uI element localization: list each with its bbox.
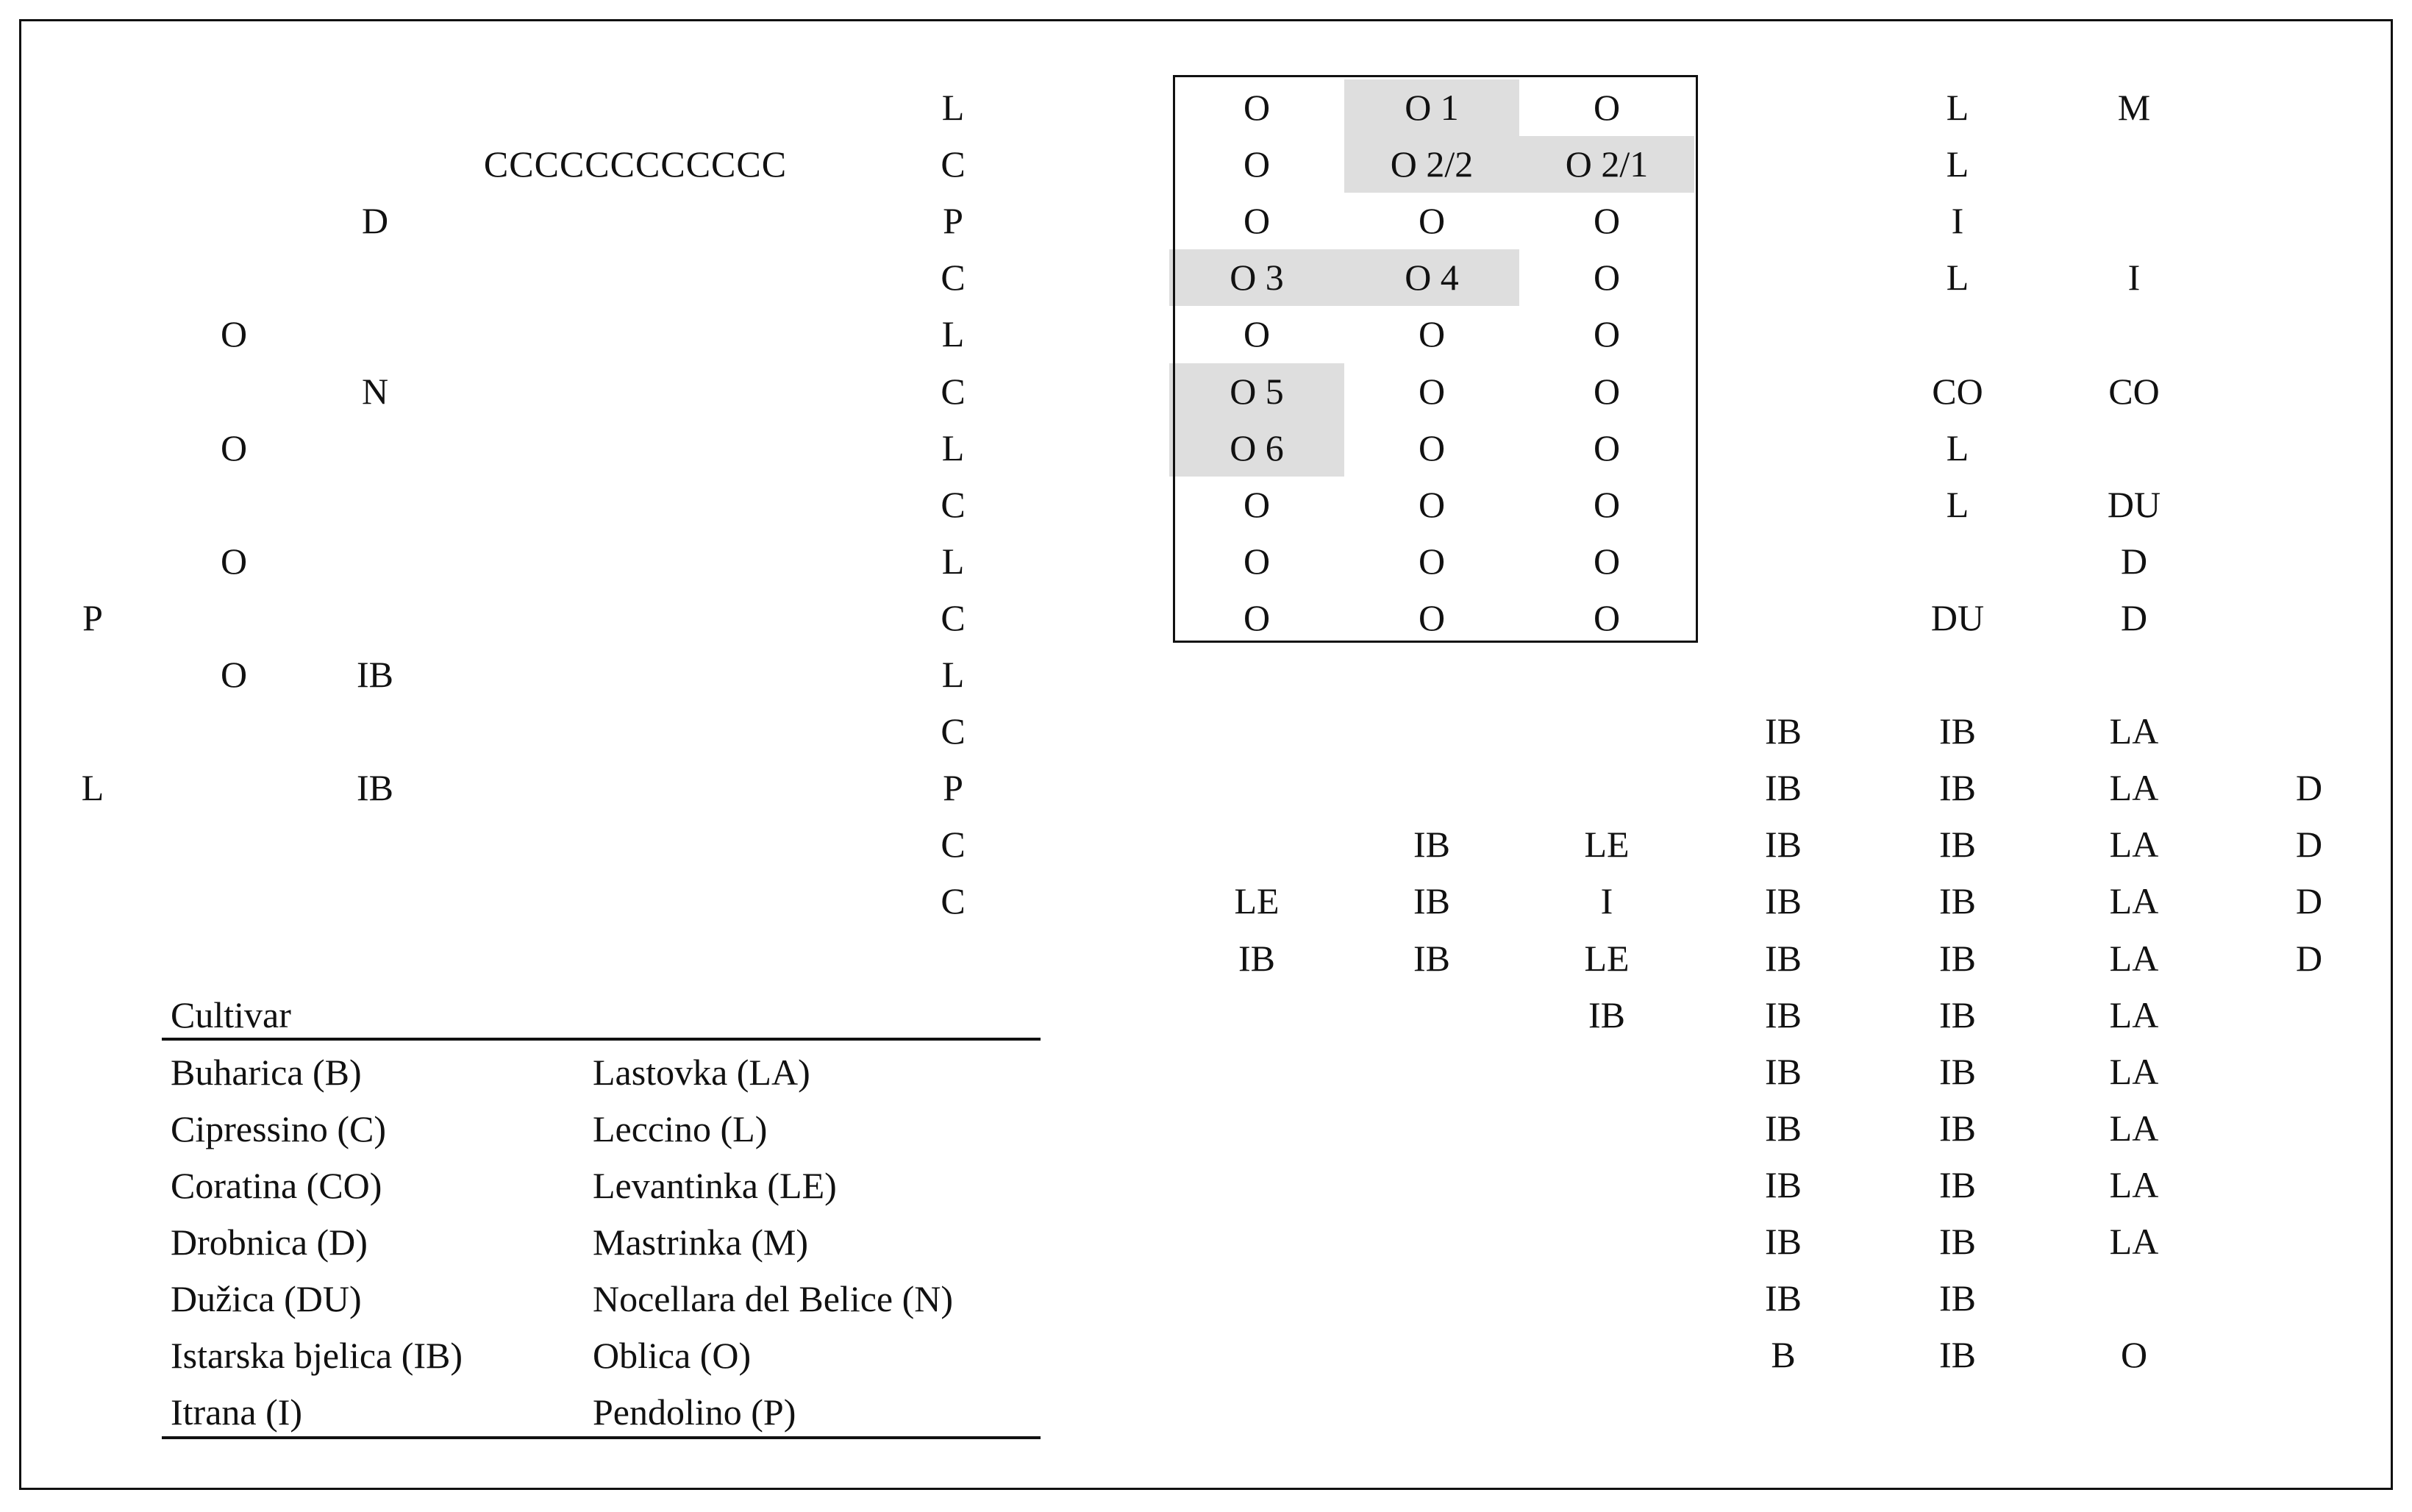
legend-title: Cultivar — [171, 994, 291, 1035]
tree-label: IB — [357, 654, 393, 695]
tree-label: O — [220, 427, 248, 468]
tree-label: C — [941, 880, 966, 922]
tree-label: O — [1418, 370, 1446, 412]
tree-label: O — [1243, 200, 1271, 242]
tree-label: O — [1593, 427, 1621, 468]
tree-label: O — [1243, 87, 1271, 128]
tree-label: CCCCCCCCCCCC — [483, 143, 788, 185]
tree-label: IB — [1413, 824, 1450, 866]
tree-label: O — [2120, 1334, 2148, 1376]
tree-label: IB — [1939, 994, 1976, 1035]
tree-label: O — [1593, 257, 1621, 299]
tree-label: LA — [2109, 1050, 2159, 1092]
tree-label: L — [1946, 427, 1969, 468]
legend-item-drobnica: Drobnica (D) — [171, 1222, 368, 1263]
tree-label: O — [1243, 143, 1271, 185]
tree-label: O 2/1 — [1565, 143, 1649, 185]
legend-item-duzica: Dužica (DU) — [171, 1278, 362, 1319]
tree-label: O — [1243, 540, 1271, 582]
tree-label: LA — [2109, 1107, 2159, 1149]
legend-item-buharica: Buharica (B) — [171, 1052, 362, 1093]
tree-label: O 2/2 — [1390, 143, 1474, 185]
tree-label: L — [1946, 87, 1969, 128]
tree-label: CO — [2108, 370, 2160, 412]
tree-label: L — [1946, 257, 1969, 299]
tree-label: N — [361, 370, 389, 412]
tree-label: LA — [2109, 1221, 2159, 1262]
tree-label: O 5 — [1230, 370, 1284, 412]
tree-label: P — [82, 596, 103, 638]
tree-label: L — [941, 427, 965, 468]
tree-label: L — [941, 654, 965, 695]
tree-label: D — [2295, 880, 2323, 922]
tree-label: IB — [1939, 824, 1976, 866]
tree-label: O — [1243, 313, 1271, 355]
legend-item-coratina: Coratina (CO) — [171, 1165, 382, 1206]
tree-label: IB — [1413, 880, 1450, 922]
tree-label: O 4 — [1405, 257, 1459, 299]
tree-label: O — [1593, 313, 1621, 355]
legend-item-pendolino: Pendolino (P) — [593, 1391, 796, 1433]
tree-label: C — [941, 483, 966, 525]
tree-label: I — [1600, 880, 1613, 922]
tree-label: O — [1418, 596, 1446, 638]
tree-label: LA — [2109, 880, 2159, 922]
tree-label: D — [2120, 540, 2148, 582]
tree-label: IB — [1238, 937, 1275, 979]
tree-label: L — [1946, 143, 1969, 185]
tree-label: LA — [2109, 767, 2159, 809]
tree-label: C — [941, 257, 966, 299]
legend-bottom-rule — [162, 1436, 1041, 1439]
tree-label: O — [1418, 200, 1446, 242]
tree-label: IB — [1765, 1163, 1802, 1205]
tree-label: LE — [1584, 937, 1630, 979]
tree-label: C — [941, 370, 966, 412]
tree-label: O 3 — [1230, 257, 1284, 299]
tree-label: IB — [1765, 937, 1802, 979]
tree-label: I — [1951, 200, 1964, 242]
tree-label: P — [943, 767, 963, 809]
tree-label: DU — [1930, 596, 1985, 638]
tree-label: LA — [2109, 937, 2159, 979]
legend-item-nocellara-del-belice: Nocellara del Belice (N) — [593, 1278, 954, 1319]
tree-label: L — [81, 767, 104, 809]
tree-label: IB — [1939, 880, 1976, 922]
tree-label: O 1 — [1405, 87, 1459, 128]
tree-label: O — [1593, 540, 1621, 582]
tree-label: IB — [1765, 994, 1802, 1035]
tree-label: O — [1593, 370, 1621, 412]
tree-label: O — [1418, 427, 1446, 468]
tree-label: O — [220, 654, 248, 695]
tree-label: O — [1593, 483, 1621, 525]
legend-item-oblica: Oblica (O) — [593, 1335, 752, 1376]
tree-label: L — [941, 540, 965, 582]
tree-label: IB — [1765, 880, 1802, 922]
tree-label: IB — [1765, 1221, 1802, 1262]
tree-label: O — [1243, 483, 1271, 525]
tree-label: M — [2117, 87, 2151, 128]
tree-label: DU — [2107, 483, 2161, 525]
tree-label: O 6 — [1230, 427, 1284, 468]
tree-label: L — [1946, 483, 1969, 525]
tree-label: C — [941, 824, 966, 866]
tree-label: O — [1418, 313, 1446, 355]
tree-label: D — [361, 200, 389, 242]
tree-label: O — [220, 540, 248, 582]
legend-item-leccino: Leccino (L) — [593, 1108, 768, 1149]
tree-label: P — [943, 200, 963, 242]
tree-label: IB — [1939, 937, 1976, 979]
legend-top-rule — [162, 1038, 1041, 1041]
tree-label: D — [2295, 767, 2323, 809]
legend-item-lastovka: Lastovka (LA) — [593, 1052, 810, 1093]
tree-label: IB — [1939, 1277, 1976, 1319]
legend-item-istarska-bjelica: Istarska bjelica (IB) — [171, 1335, 463, 1376]
tree-label: IB — [1765, 1107, 1802, 1149]
tree-label: O — [1418, 483, 1446, 525]
tree-label: IB — [1765, 710, 1802, 752]
tree-label: IB — [1765, 824, 1802, 866]
tree-label: IB — [1765, 767, 1802, 809]
tree-label: O — [1593, 200, 1621, 242]
tree-label: IB — [1939, 767, 1976, 809]
tree-label: CO — [1932, 370, 1983, 412]
tree-label: C — [941, 596, 966, 638]
tree-label: IB — [1939, 1107, 1976, 1149]
tree-label: C — [941, 710, 966, 752]
tree-label: LA — [2109, 824, 2159, 866]
tree-label: B — [1771, 1334, 1796, 1376]
legend-item-mastrinka: Mastrinka (M) — [593, 1222, 808, 1263]
tree-label: O — [1243, 596, 1271, 638]
tree-label: IB — [1939, 1163, 1976, 1205]
tree-label: LE — [1234, 880, 1280, 922]
tree-label: D — [2120, 596, 2148, 638]
tree-label: IB — [1939, 1221, 1976, 1262]
tree-label: IB — [1588, 994, 1625, 1035]
tree-label: LA — [2109, 1163, 2159, 1205]
tree-label: IB — [1939, 1334, 1976, 1376]
tree-label: LE — [1584, 824, 1630, 866]
tree-label: IB — [357, 767, 393, 809]
tree-label: D — [2295, 937, 2323, 979]
tree-label: C — [941, 143, 966, 185]
legend-item-cipressino: Cipressino (C) — [171, 1108, 387, 1149]
tree-label: L — [941, 87, 965, 128]
tree-label: D — [2295, 824, 2323, 866]
tree-label: IB — [1939, 1050, 1976, 1092]
legend-item-levantinka: Levantinka (LE) — [593, 1165, 837, 1206]
tree-label: O — [1593, 596, 1621, 638]
tree-label: LA — [2109, 994, 2159, 1035]
tree-label: IB — [1765, 1277, 1802, 1319]
tree-label: O — [220, 313, 248, 355]
legend-item-itrana: Itrana (I) — [171, 1391, 303, 1433]
tree-label: IB — [1413, 937, 1450, 979]
tree-label: LA — [2109, 710, 2159, 752]
tree-label: I — [2127, 257, 2141, 299]
tree-label: IB — [1765, 1050, 1802, 1092]
tree-label: IB — [1939, 710, 1976, 752]
tree-label: O — [1593, 87, 1621, 128]
tree-label: L — [941, 313, 965, 355]
tree-label: O — [1418, 540, 1446, 582]
